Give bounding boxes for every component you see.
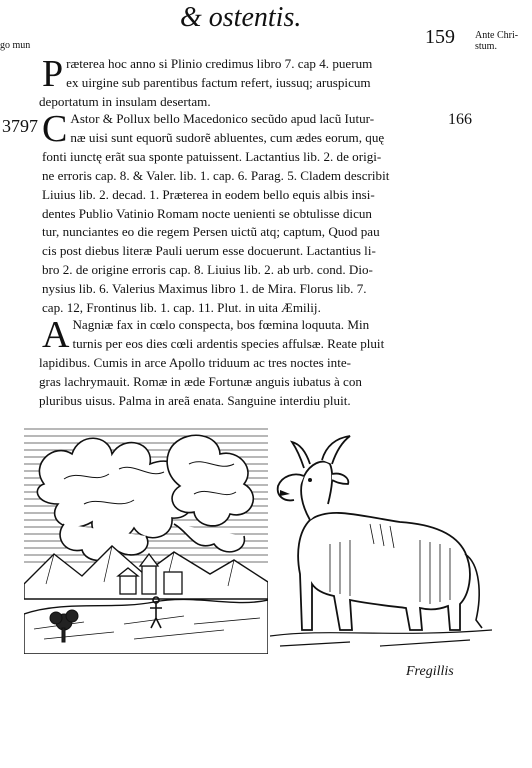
text-line: lapidibus. Cumis in arce Apollo triduum ac tres noctes inte- (39, 354, 352, 370)
text-line: Astor & Pollux bello Macedonico secũdo apud lacũ Iutur- (70, 111, 375, 126)
text-line: gras lachrymauit. Romæ in æde Fortunæ anguis iubatus à con (39, 373, 362, 389)
text-line: bro 2. de origine erroris cap. 8. Liuius lib. 2. ab urb. cond. Dio- (42, 262, 373, 278)
paragraph-3 (39, 314, 454, 411)
drop-cap-c: C (42, 108, 68, 150)
header-margin-note (475, 30, 518, 52)
left-margin-year: 3797 (2, 116, 38, 136)
text-line: cis post diebus literæ Pauli uerum esse docuerunt. Lactantius li- (42, 243, 376, 259)
text-line: cap. 12, Frontinus lib. 1. cap. 11. Plut. in uita Æmilij. (42, 300, 321, 316)
text-line: nysius lib. 6. Valerius Maximus libro 1. de Mira. Florus lib. 7. (42, 281, 367, 297)
running-head-title: & ostentis. (180, 2, 302, 33)
header-margin-line-2: stum. (475, 41, 497, 52)
figure-caption: Fregillis (406, 664, 454, 679)
woodcut-sky-fire-illustration (24, 424, 268, 654)
left-edge-fragment: go mun (0, 40, 31, 51)
drop-cap-p: P (42, 53, 64, 95)
text-line: fonti iunctę erãt sua sponte patuissent. Lactantius lib. 2. de origi- (42, 148, 382, 164)
text-line: ne erroris cap. 8. & Valer. lib. 1. cap. 6. Parag. 5. Cladem describit (42, 167, 390, 183)
text-line: næ uisi sunt equorũ sudorẽ abluentes, cum ædes eorum, quę (70, 129, 385, 145)
drop-cap-a: A (42, 314, 70, 356)
paragraph-2 (42, 110, 454, 318)
text-line: pluribus uisus. Palma in areã enata. Sanguine interdiu pluit. (39, 392, 351, 408)
right-margin-year: 166 (448, 111, 472, 128)
text-line: dentes Publio Vatinio Romam nocte uenienti se obtulisse dicun (42, 205, 372, 221)
text-line: ræterea hoc anno si Plinio credimus libro 7. cap 4. puerum (66, 56, 373, 71)
text-line: tur, nunciantes eo die regem Persen uictũ atq; captum, Quod pau (42, 224, 380, 240)
paragraph-1 (39, 53, 454, 112)
text-line: deportatum in insulam desertam. (39, 93, 211, 109)
header-margin-line-1: Ante Chri- (475, 30, 519, 41)
page-number: 159 (425, 26, 455, 48)
text-line: turnis per eos dies cœli ardentis species affulsæ. Reate pluit (72, 335, 385, 351)
text-line: ex uirgine sub parentibus factum refert, iussuq; aruspicum (66, 74, 371, 90)
text-line: Nagniæ fax in cœlo conspecta, bos fœmina loquuta. Min (72, 317, 370, 332)
woodcut-cow-illustration (270, 424, 492, 656)
text-line: Liuius lib. 2. decad. 1. Præterea in eodem bello equis albis insi- (42, 186, 375, 202)
